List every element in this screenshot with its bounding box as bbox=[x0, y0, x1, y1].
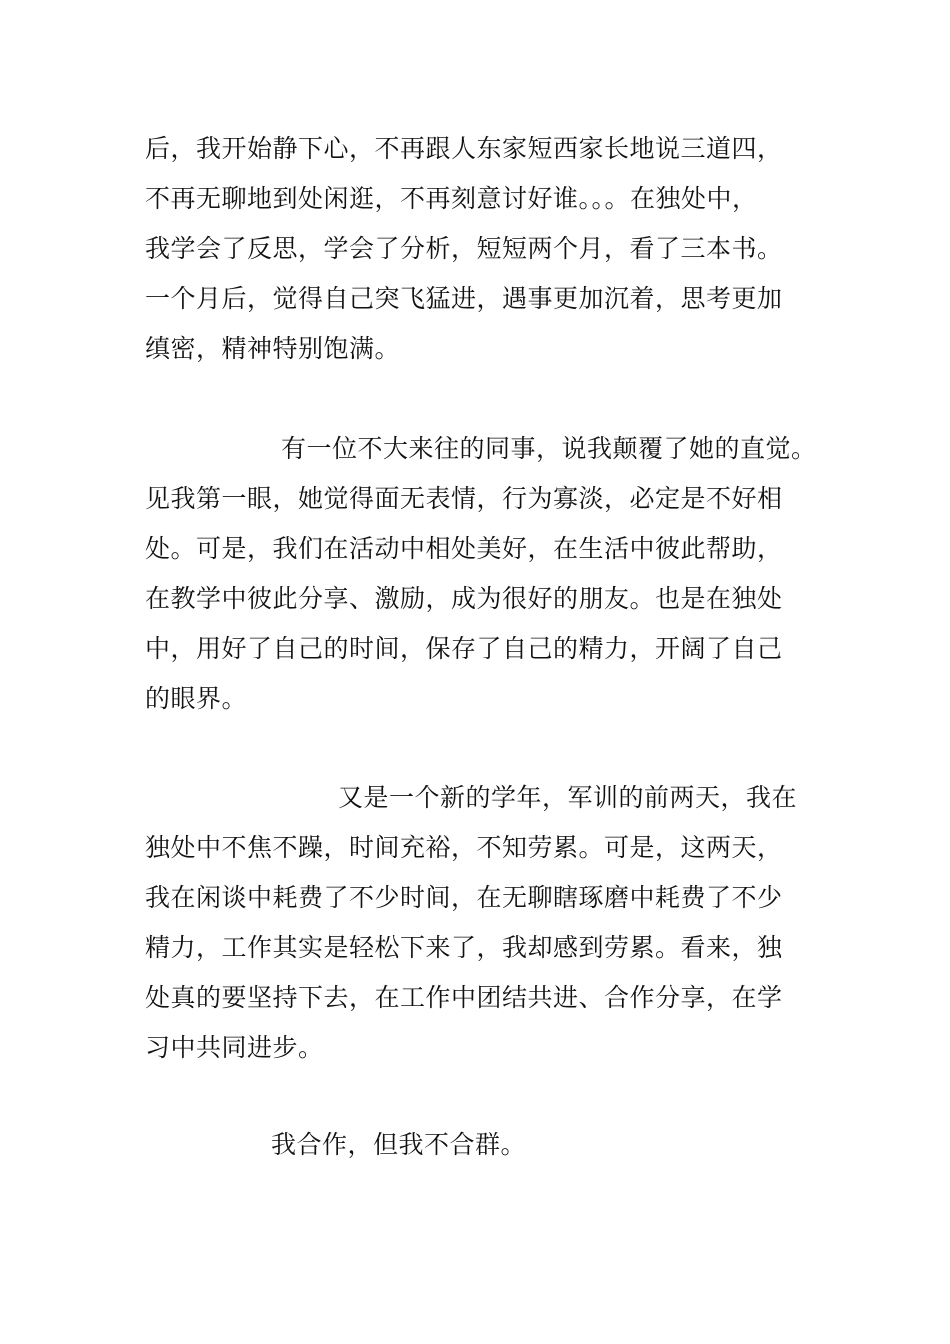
paragraph-3 bbox=[145, 773, 825, 1073]
text-line: 见我第一眼，她觉得面无表情，行为寡淡，必定是不好相 bbox=[145, 484, 783, 513]
paragraph-4 bbox=[145, 1120, 825, 1170]
text-line: 我在闲谈中耗费了不少时间，在无聊瞎琢磨中耗费了不少 bbox=[145, 883, 783, 912]
paragraph-1 bbox=[145, 124, 825, 374]
text-line: 我合作，但我不合群。 bbox=[271, 1130, 527, 1159]
text-line: 后，我开始静下心，不再跟人东家短西家长地说三道四， bbox=[145, 134, 783, 163]
text-line: 习中共同进步。 bbox=[145, 1033, 324, 1062]
text-line: 精力，工作其实是轻松下来了，我却感到劳累。看来，独 bbox=[145, 933, 783, 962]
text-line: 中，用好了自己的时间，保存了自己的精力，开阔了自己 bbox=[145, 634, 783, 663]
text-line: 有一位不大来往的同事，说我颠覆了她的直觉。 bbox=[281, 434, 817, 463]
text-line: 处。可是，我们在活动中相处美好，在生活中彼此帮助， bbox=[145, 534, 783, 563]
text-line: 缜密，精神特别饱满。 bbox=[145, 334, 401, 363]
paragraph-2 bbox=[145, 424, 825, 724]
text-line: 我学会了反思，学会了分析，短短两个月，看了三本书。 bbox=[145, 234, 783, 263]
text-line: 的眼界。 bbox=[145, 684, 248, 713]
text-line: 又是一个新的学年，军训的前两天，我在 bbox=[338, 783, 798, 812]
text-line: 不再无聊地到处闲逛，不再刻意讨好谁。。。在独处中， bbox=[145, 184, 758, 213]
text-line: 在教学中彼此分享、激励，成为很好的朋友。也是在独处 bbox=[145, 584, 783, 613]
text-line: 一个月后，觉得自己突飞猛进，遇事更加沉着，思考更加 bbox=[145, 284, 783, 313]
text-line: 独处中不焦不躁，时间充裕，不知劳累。可是，这两天， bbox=[145, 833, 783, 862]
text-line: 处真的要坚持下去，在工作中团结共进、合作分享，在学 bbox=[145, 983, 783, 1012]
